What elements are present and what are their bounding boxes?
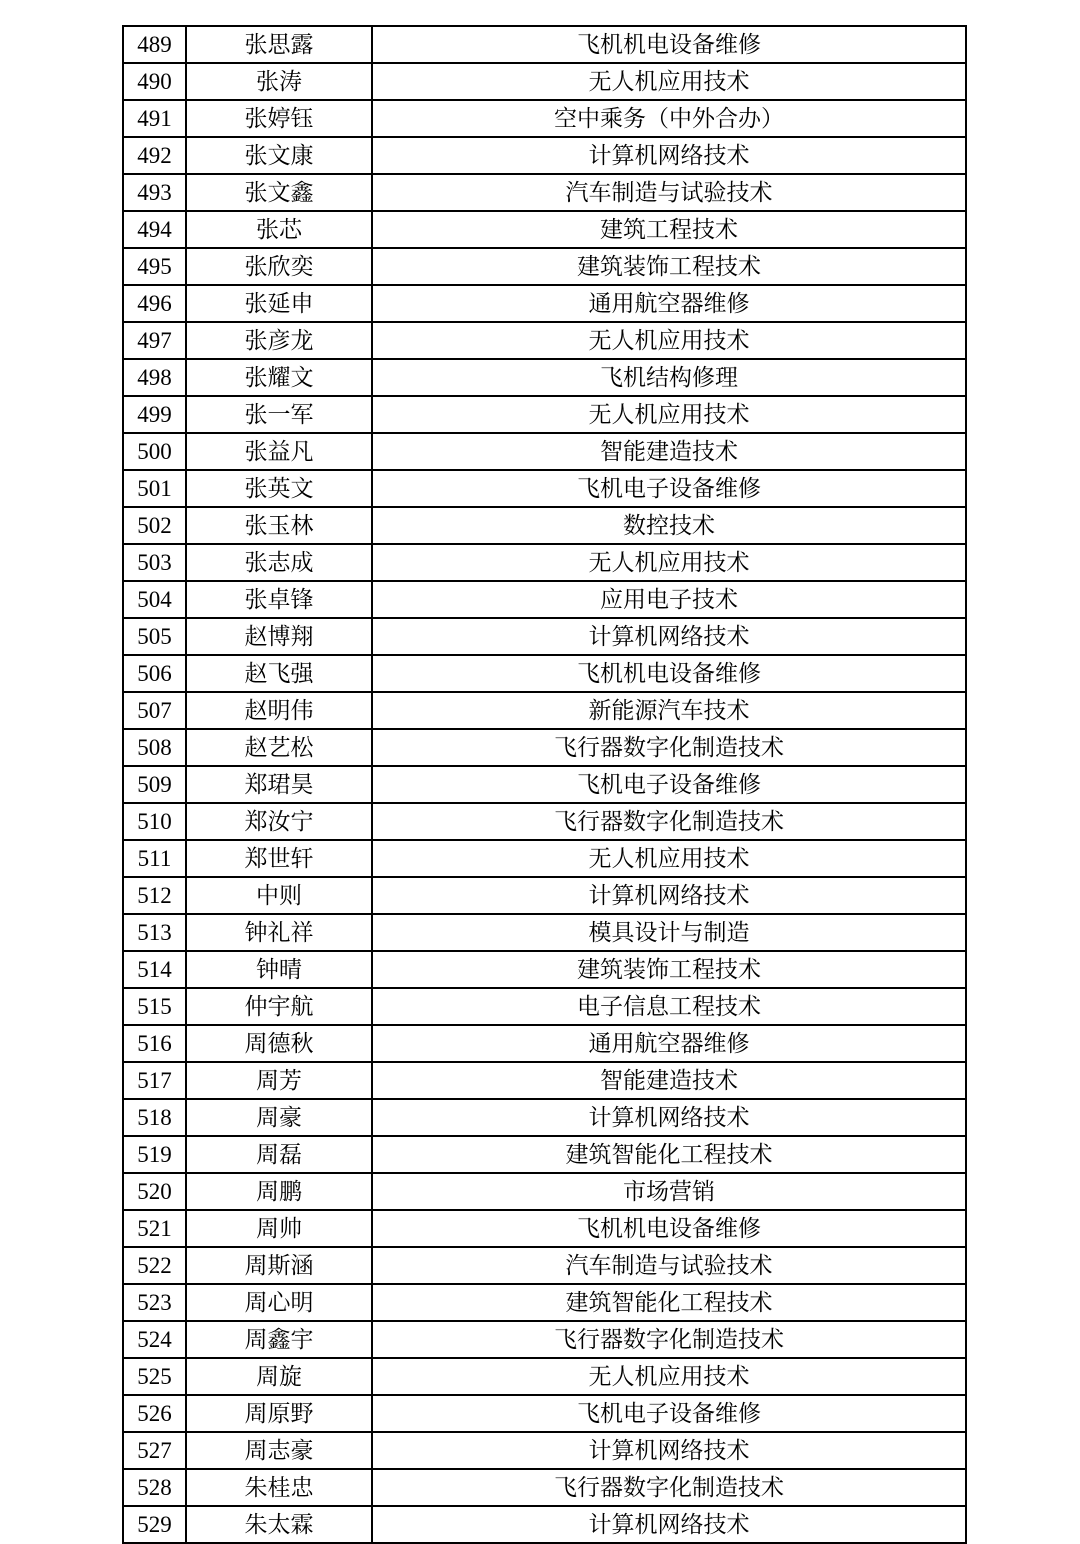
row-number-cell: 512 <box>123 877 186 914</box>
row-number-cell: 501 <box>123 470 186 507</box>
row-number-cell: 520 <box>123 1173 186 1210</box>
major-cell: 市场营销 <box>372 1173 966 1210</box>
row-number-cell: 528 <box>123 1469 186 1506</box>
student-major-table <box>122 25 967 1544</box>
table-row <box>123 951 966 988</box>
major-cell: 电子信息工程技术 <box>372 988 966 1025</box>
student-name-cell: 张文鑫 <box>186 174 372 211</box>
row-number-cell: 513 <box>123 914 186 951</box>
table-row <box>123 63 966 100</box>
major-cell: 新能源汽车技术 <box>372 692 966 729</box>
row-number-cell: 516 <box>123 1025 186 1062</box>
table-row <box>123 877 966 914</box>
table-row <box>123 766 966 803</box>
major-cell: 建筑装饰工程技术 <box>372 951 966 988</box>
major-cell: 飞行器数字化制造技术 <box>372 729 966 766</box>
student-name-cell: 张欣奕 <box>186 248 372 285</box>
row-number-cell: 502 <box>123 507 186 544</box>
student-name-cell: 张思露 <box>186 26 372 63</box>
student-name-cell: 周德秋 <box>186 1025 372 1062</box>
student-name-cell: 张文康 <box>186 137 372 174</box>
major-cell: 建筑工程技术 <box>372 211 966 248</box>
row-number-cell: 525 <box>123 1358 186 1395</box>
row-number-cell: 510 <box>123 803 186 840</box>
major-cell: 智能建造技术 <box>372 1062 966 1099</box>
major-cell: 计算机网络技术 <box>372 137 966 174</box>
row-number-cell: 507 <box>123 692 186 729</box>
major-cell: 通用航空器维修 <box>372 285 966 322</box>
table-row <box>123 1469 966 1506</box>
table-row <box>123 581 966 618</box>
row-number-cell: 509 <box>123 766 186 803</box>
student-name-cell: 郑世轩 <box>186 840 372 877</box>
student-name-cell: 郑珺昊 <box>186 766 372 803</box>
major-cell: 飞机机电设备维修 <box>372 1210 966 1247</box>
row-number-cell: 529 <box>123 1506 186 1543</box>
student-name-cell: 中则 <box>186 877 372 914</box>
row-number-cell: 527 <box>123 1432 186 1469</box>
major-cell: 数控技术 <box>372 507 966 544</box>
major-cell: 无人机应用技术 <box>372 544 966 581</box>
row-number-cell: 490 <box>123 63 186 100</box>
table-row <box>123 988 966 1025</box>
row-number-cell: 521 <box>123 1210 186 1247</box>
row-number-cell: 492 <box>123 137 186 174</box>
student-name-cell: 周鹏 <box>186 1173 372 1210</box>
table-row <box>123 1210 966 1247</box>
table-row <box>123 174 966 211</box>
table-row <box>123 248 966 285</box>
row-number-cell: 506 <box>123 655 186 692</box>
table-row <box>123 1395 966 1432</box>
table-row <box>123 1025 966 1062</box>
student-name-cell: 张涛 <box>186 63 372 100</box>
table-row <box>123 100 966 137</box>
major-cell: 飞机机电设备维修 <box>372 655 966 692</box>
table-row <box>123 1173 966 1210</box>
student-name-cell: 周磊 <box>186 1136 372 1173</box>
major-cell: 汽车制造与试验技术 <box>372 174 966 211</box>
student-name-cell: 赵艺松 <box>186 729 372 766</box>
student-name-cell: 周旋 <box>186 1358 372 1395</box>
row-number-cell: 493 <box>123 174 186 211</box>
major-cell: 无人机应用技术 <box>372 396 966 433</box>
major-cell: 建筑智能化工程技术 <box>372 1136 966 1173</box>
table-row <box>123 618 966 655</box>
table-row <box>123 396 966 433</box>
major-cell: 计算机网络技术 <box>372 1432 966 1469</box>
student-name-cell: 郑汝宁 <box>186 803 372 840</box>
table-row <box>123 359 966 396</box>
student-name-cell: 钟晴 <box>186 951 372 988</box>
table-row <box>123 322 966 359</box>
student-name-cell: 张婷钰 <box>186 100 372 137</box>
table-row <box>123 655 966 692</box>
table-row <box>123 285 966 322</box>
student-name-cell: 张延申 <box>186 285 372 322</box>
student-name-cell: 朱太霖 <box>186 1506 372 1543</box>
row-number-cell: 495 <box>123 248 186 285</box>
table-row <box>123 211 966 248</box>
table-row <box>123 137 966 174</box>
major-cell: 无人机应用技术 <box>372 840 966 877</box>
major-cell: 应用电子技术 <box>372 581 966 618</box>
table-row <box>123 1432 966 1469</box>
student-name-cell: 张耀文 <box>186 359 372 396</box>
student-name-cell: 赵博翔 <box>186 618 372 655</box>
table-row <box>123 914 966 951</box>
student-name-cell: 赵明伟 <box>186 692 372 729</box>
major-cell: 飞机结构修理 <box>372 359 966 396</box>
table-row <box>123 26 966 63</box>
table-row <box>123 1358 966 1395</box>
major-cell: 建筑装饰工程技术 <box>372 248 966 285</box>
major-cell: 模具设计与制造 <box>372 914 966 951</box>
row-number-cell: 514 <box>123 951 186 988</box>
student-name-cell: 朱桂忠 <box>186 1469 372 1506</box>
major-cell: 飞机电子设备维修 <box>372 1395 966 1432</box>
major-cell: 通用航空器维修 <box>372 1025 966 1062</box>
table-row <box>123 1062 966 1099</box>
row-number-cell: 498 <box>123 359 186 396</box>
table-row <box>123 544 966 581</box>
student-name-cell: 钟礼祥 <box>186 914 372 951</box>
row-number-cell: 517 <box>123 1062 186 1099</box>
student-name-cell: 周芳 <box>186 1062 372 1099</box>
major-cell: 计算机网络技术 <box>372 1099 966 1136</box>
row-number-cell: 491 <box>123 100 186 137</box>
row-number-cell: 522 <box>123 1247 186 1284</box>
major-cell: 飞机机电设备维修 <box>372 26 966 63</box>
row-number-cell: 505 <box>123 618 186 655</box>
table-row <box>123 1099 966 1136</box>
table-body <box>123 26 966 1543</box>
major-cell: 计算机网络技术 <box>372 1506 966 1543</box>
table-row <box>123 840 966 877</box>
table-row <box>123 507 966 544</box>
major-cell: 智能建造技术 <box>372 433 966 470</box>
row-number-cell: 489 <box>123 26 186 63</box>
table-row <box>123 1136 966 1173</box>
major-cell: 无人机应用技术 <box>372 1358 966 1395</box>
row-number-cell: 511 <box>123 840 186 877</box>
student-name-cell: 张益凡 <box>186 433 372 470</box>
row-number-cell: 518 <box>123 1099 186 1136</box>
row-number-cell: 500 <box>123 433 186 470</box>
table-row <box>123 729 966 766</box>
major-cell: 飞行器数字化制造技术 <box>372 1321 966 1358</box>
student-name-cell: 周志豪 <box>186 1432 372 1469</box>
row-number-cell: 494 <box>123 211 186 248</box>
major-cell: 飞机电子设备维修 <box>372 470 966 507</box>
row-number-cell: 519 <box>123 1136 186 1173</box>
student-name-cell: 周鑫宇 <box>186 1321 372 1358</box>
student-name-cell: 张彦龙 <box>186 322 372 359</box>
row-number-cell: 526 <box>123 1395 186 1432</box>
student-name-cell: 张卓锋 <box>186 581 372 618</box>
student-name-cell: 周原野 <box>186 1395 372 1432</box>
major-cell: 汽车制造与试验技术 <box>372 1247 966 1284</box>
major-cell: 飞机电子设备维修 <box>372 766 966 803</box>
table-row <box>123 1247 966 1284</box>
student-name-cell: 周斯涵 <box>186 1247 372 1284</box>
table-row <box>123 1321 966 1358</box>
row-number-cell: 524 <box>123 1321 186 1358</box>
row-number-cell: 496 <box>123 285 186 322</box>
row-number-cell: 504 <box>123 581 186 618</box>
student-name-cell: 张一军 <box>186 396 372 433</box>
major-cell: 计算机网络技术 <box>372 877 966 914</box>
major-cell: 计算机网络技术 <box>372 618 966 655</box>
student-name-cell: 周豪 <box>186 1099 372 1136</box>
student-name-cell: 仲宇航 <box>186 988 372 1025</box>
student-name-cell: 张英文 <box>186 470 372 507</box>
row-number-cell: 508 <box>123 729 186 766</box>
row-number-cell: 499 <box>123 396 186 433</box>
student-name-cell: 周心明 <box>186 1284 372 1321</box>
major-cell: 飞行器数字化制造技术 <box>372 803 966 840</box>
table-row <box>123 692 966 729</box>
table-row <box>123 803 966 840</box>
major-cell: 建筑智能化工程技术 <box>372 1284 966 1321</box>
table-row <box>123 433 966 470</box>
major-cell: 飞行器数字化制造技术 <box>372 1469 966 1506</box>
student-name-cell: 周帅 <box>186 1210 372 1247</box>
row-number-cell: 497 <box>123 322 186 359</box>
row-number-cell: 503 <box>123 544 186 581</box>
major-cell: 无人机应用技术 <box>372 322 966 359</box>
row-number-cell: 523 <box>123 1284 186 1321</box>
table-row <box>123 1506 966 1543</box>
student-name-cell: 张志成 <box>186 544 372 581</box>
student-name-cell: 张玉林 <box>186 507 372 544</box>
row-number-cell: 515 <box>123 988 186 1025</box>
student-name-cell: 赵飞强 <box>186 655 372 692</box>
table-row <box>123 470 966 507</box>
table-row <box>123 1284 966 1321</box>
major-cell: 无人机应用技术 <box>372 63 966 100</box>
major-cell: 空中乘务（中外合办） <box>372 100 966 137</box>
student-name-cell: 张芯 <box>186 211 372 248</box>
